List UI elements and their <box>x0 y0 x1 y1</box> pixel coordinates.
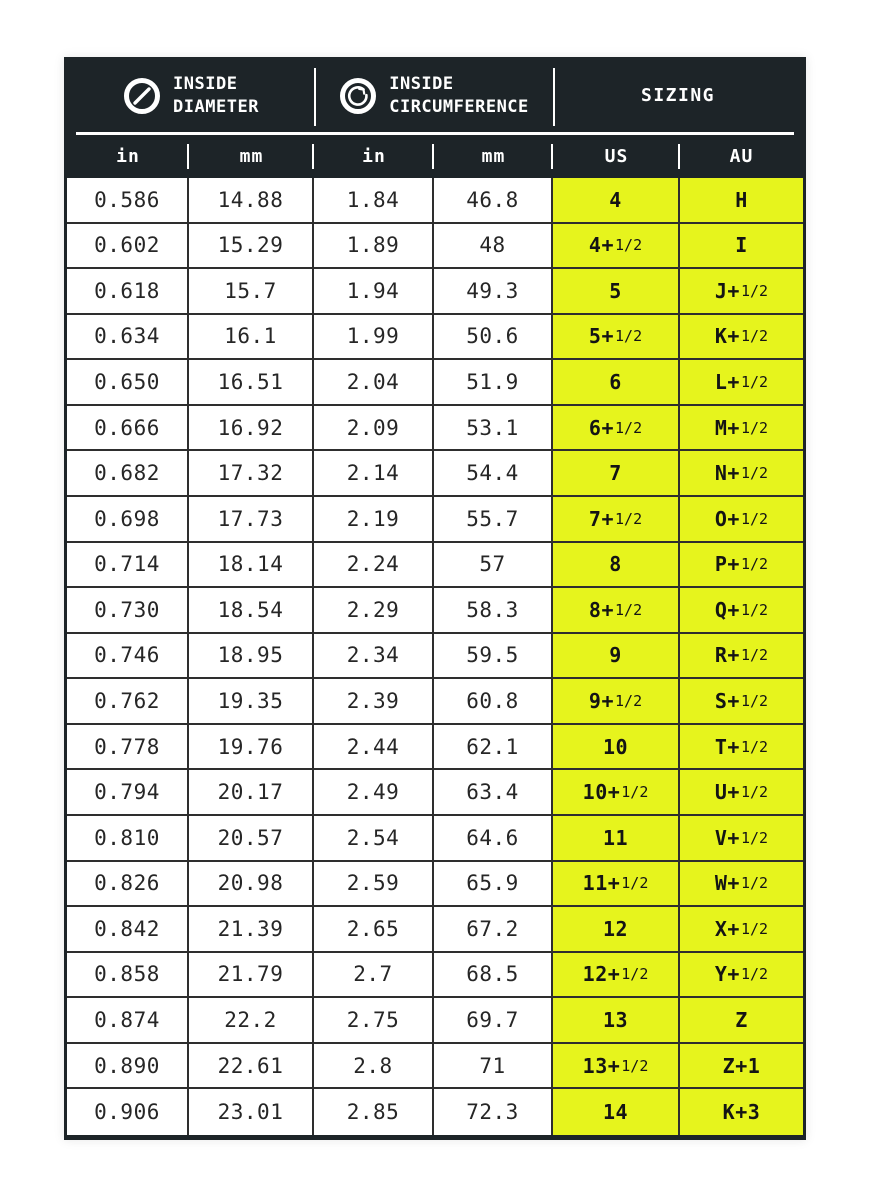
cell-circumference-mm: 71 <box>434 1044 553 1088</box>
cell-circumference-mm: 68.5 <box>434 953 553 997</box>
header-label-inside-diameter <box>173 73 259 119</box>
header-group-inside-circumference <box>314 60 553 132</box>
cell-us-size: 7 <box>553 451 680 495</box>
header-label-line1: INSIDE <box>389 74 454 95</box>
cell-diameter-mm: 21.79 <box>189 953 314 997</box>
cell-au-size: L+ 1/2 <box>680 360 803 404</box>
table-row <box>67 998 803 1044</box>
cell-diameter-mm: 20.57 <box>189 816 314 860</box>
subheader-circumference-mm: mm <box>434 135 553 178</box>
cell-circumference-in: 2.44 <box>314 725 434 769</box>
cell-circumference-mm: 67.2 <box>434 907 553 951</box>
cell-circumference-in: 2.8 <box>314 1044 434 1088</box>
cell-circumference-mm: 51.9 <box>434 360 553 404</box>
cell-us-size: 12 <box>553 907 680 951</box>
subheader-circumference-in: in <box>314 135 434 178</box>
cell-circumference-mm: 65.9 <box>434 862 553 906</box>
table-row <box>67 178 803 224</box>
table-row <box>67 953 803 999</box>
cell-au-size: Z+1 <box>680 1044 803 1088</box>
table-row <box>67 406 803 452</box>
table-row <box>67 315 803 361</box>
cell-circumference-in: 2.34 <box>314 634 434 678</box>
cell-circumference-mm: 60.8 <box>434 679 553 723</box>
header-label-line1: INSIDE <box>173 74 238 95</box>
cell-us-size: 8 <box>553 543 680 587</box>
cell-diameter-mm: 17.73 <box>189 497 314 541</box>
cell-circumference-mm: 53.1 <box>434 406 553 450</box>
cell-diameter-mm: 15.7 <box>189 269 314 313</box>
cell-us-size: 8+ 1/2 <box>553 588 680 632</box>
cell-diameter-in: 0.666 <box>67 406 189 450</box>
cell-au-size: K+ 1/2 <box>680 315 803 359</box>
table-row <box>67 224 803 270</box>
cell-diameter-in: 0.906 <box>67 1089 189 1135</box>
cell-diameter-mm: 18.95 <box>189 634 314 678</box>
cell-diameter-in: 0.698 <box>67 497 189 541</box>
cell-us-size: 10 <box>553 725 680 769</box>
cell-diameter-mm: 18.54 <box>189 588 314 632</box>
cell-diameter-in: 0.714 <box>67 543 189 587</box>
table-row <box>67 725 803 771</box>
cell-circumference-in: 2.24 <box>314 543 434 587</box>
cell-diameter-in: 0.778 <box>67 725 189 769</box>
cell-diameter-in: 0.874 <box>67 998 189 1042</box>
subheader-au-size: AU <box>729 146 754 167</box>
cell-diameter-in: 0.890 <box>67 1044 189 1088</box>
cell-circumference-mm: 46.8 <box>434 178 553 222</box>
cell-us-size: 13 <box>553 998 680 1042</box>
cell-diameter-in: 0.794 <box>67 770 189 814</box>
cell-diameter-mm: 14.88 <box>189 178 314 222</box>
subheader-diameter-in: in <box>67 135 189 178</box>
cell-diameter-mm: 18.14 <box>189 543 314 587</box>
cell-circumference-in: 2.85 <box>314 1089 434 1135</box>
subheader-diameter-mm: mm <box>189 135 314 178</box>
header-group-row <box>67 60 803 132</box>
cell-us-size: 11 <box>553 816 680 860</box>
cell-diameter-in: 0.730 <box>67 588 189 632</box>
cell-diameter-in: 0.586 <box>67 178 189 222</box>
cell-us-size: 4+ 1/2 <box>553 224 680 268</box>
cell-circumference-in: 2.29 <box>314 588 434 632</box>
cell-us-size: 14 <box>553 1089 680 1135</box>
cell-diameter-in: 0.762 <box>67 679 189 723</box>
cell-diameter-mm: 16.92 <box>189 406 314 450</box>
cell-us-size: 5 <box>553 269 680 313</box>
cell-au-size: U+ 1/2 <box>680 770 803 814</box>
cell-au-size: I <box>680 224 803 268</box>
table-row <box>67 1089 803 1135</box>
table-row <box>67 588 803 634</box>
cell-circumference-mm: 69.7 <box>434 998 553 1042</box>
cell-diameter-in: 0.602 <box>67 224 189 268</box>
cell-diameter-in: 0.682 <box>67 451 189 495</box>
cell-au-size: T+ 1/2 <box>680 725 803 769</box>
cell-diameter-mm: 17.32 <box>189 451 314 495</box>
cell-circumference-in: 2.7 <box>314 953 434 997</box>
cell-diameter-in: 0.810 <box>67 816 189 860</box>
cell-diameter-in: 0.858 <box>67 953 189 997</box>
cell-au-size: K+3 <box>680 1089 803 1135</box>
cell-au-size: P+ 1/2 <box>680 543 803 587</box>
cell-diameter-mm: 20.98 <box>189 862 314 906</box>
cell-circumference-mm: 54.4 <box>434 451 553 495</box>
subheader-us-size: US <box>553 135 680 178</box>
cell-diameter-in: 0.650 <box>67 360 189 404</box>
cell-us-size: 5+ 1/2 <box>553 315 680 359</box>
header-group-inside-diameter <box>67 60 314 132</box>
cell-us-size: 13+ 1/2 <box>553 1044 680 1088</box>
cell-us-size: 10+ 1/2 <box>553 770 680 814</box>
cell-diameter-mm: 19.35 <box>189 679 314 723</box>
cell-circumference-mm: 57 <box>434 543 553 587</box>
cell-circumference-in: 2.04 <box>314 360 434 404</box>
cell-diameter-mm: 22.61 <box>189 1044 314 1088</box>
table-row <box>67 497 803 543</box>
table-row <box>67 269 803 315</box>
table-row <box>67 360 803 406</box>
cell-us-size: 4 <box>553 178 680 222</box>
cell-diameter-mm: 21.39 <box>189 907 314 951</box>
cell-us-size: 6 <box>553 360 680 404</box>
cell-us-size: 12+ 1/2 <box>553 953 680 997</box>
cell-circumference-in: 2.14 <box>314 451 434 495</box>
table-row <box>67 770 803 816</box>
cell-au-size: S+ 1/2 <box>680 679 803 723</box>
cell-circumference-in: 2.39 <box>314 679 434 723</box>
cell-circumference-in: 2.75 <box>314 998 434 1042</box>
cell-circumference-in: 2.59 <box>314 862 434 906</box>
table-row <box>67 634 803 680</box>
cell-au-size: H <box>680 178 803 222</box>
cell-circumference-mm: 49.3 <box>434 269 553 313</box>
cell-circumference-in: 1.89 <box>314 224 434 268</box>
cell-circumference-in: 2.09 <box>314 406 434 450</box>
cell-diameter-mm: 20.17 <box>189 770 314 814</box>
cell-diameter-mm: 22.2 <box>189 998 314 1042</box>
table-row <box>67 862 803 908</box>
cell-circumference-in: 1.84 <box>314 178 434 222</box>
cell-circumference-mm: 72.3 <box>434 1089 553 1135</box>
diameter-icon <box>122 76 162 116</box>
header-label-line2: DIAMETER <box>173 97 259 117</box>
subheader-row <box>67 135 803 178</box>
cell-au-size: Z <box>680 998 803 1042</box>
cell-diameter-mm: 16.51 <box>189 360 314 404</box>
cell-circumference-mm: 50.6 <box>434 315 553 359</box>
cell-circumference-in: 2.49 <box>314 770 434 814</box>
cell-diameter-in: 0.618 <box>67 269 189 313</box>
header-group-sizing <box>553 60 803 132</box>
cell-us-size: 9+ 1/2 <box>553 679 680 723</box>
cell-circumference-in: 2.65 <box>314 907 434 951</box>
cell-circumference-mm: 63.4 <box>434 770 553 814</box>
table-row <box>67 679 803 725</box>
cell-au-size: O+ 1/2 <box>680 497 803 541</box>
cell-circumference-mm: 62.1 <box>434 725 553 769</box>
cell-au-size: Y+ 1/2 <box>680 953 803 997</box>
cell-circumference-mm: 55.7 <box>434 497 553 541</box>
cell-au-size: J+ 1/2 <box>680 269 803 313</box>
cell-diameter-mm: 23.01 <box>189 1089 314 1135</box>
header-label-line2: CIRCUMFERENCE <box>389 97 529 117</box>
cell-us-size: 11+ 1/2 <box>553 862 680 906</box>
cell-diameter-in: 0.826 <box>67 862 189 906</box>
cell-circumference-mm: 59.5 <box>434 634 553 678</box>
cell-diameter-mm: 15.29 <box>189 224 314 268</box>
cell-au-size: V+ 1/2 <box>680 816 803 860</box>
cell-au-size: N+ 1/2 <box>680 451 803 495</box>
cell-diameter-mm: 16.1 <box>189 315 314 359</box>
table-body <box>67 178 803 1135</box>
header-label-inside-circumference <box>389 73 529 119</box>
cell-circumference-in: 2.19 <box>314 497 434 541</box>
cell-diameter-in: 0.746 <box>67 634 189 678</box>
table-row <box>67 1044 803 1090</box>
cell-us-size: 9 <box>553 634 680 678</box>
cell-diameter-mm: 19.76 <box>189 725 314 769</box>
table-row <box>67 451 803 497</box>
table-row <box>67 907 803 953</box>
cell-diameter-in: 0.842 <box>67 907 189 951</box>
cell-circumference-mm: 58.3 <box>434 588 553 632</box>
cell-au-size: Q+ 1/2 <box>680 588 803 632</box>
cell-au-size: M+ 1/2 <box>680 406 803 450</box>
cell-circumference-mm: 48 <box>434 224 553 268</box>
cell-us-size: 6+ 1/2 <box>553 406 680 450</box>
cell-us-size: 7+ 1/2 <box>553 497 680 541</box>
table-row <box>67 816 803 862</box>
cell-circumference-in: 1.99 <box>314 315 434 359</box>
table-header <box>67 60 803 178</box>
header-label-sizing: SIZING <box>641 84 716 106</box>
ring-size-chart <box>64 57 806 1140</box>
cell-circumference-in: 1.94 <box>314 269 434 313</box>
cell-au-size: W+ 1/2 <box>680 862 803 906</box>
cell-au-size: X+ 1/2 <box>680 907 803 951</box>
circumference-icon <box>338 76 378 116</box>
cell-circumference-mm: 64.6 <box>434 816 553 860</box>
cell-au-size: R+ 1/2 <box>680 634 803 678</box>
cell-circumference-in: 2.54 <box>314 816 434 860</box>
cell-diameter-in: 0.634 <box>67 315 189 359</box>
table-row <box>67 543 803 589</box>
